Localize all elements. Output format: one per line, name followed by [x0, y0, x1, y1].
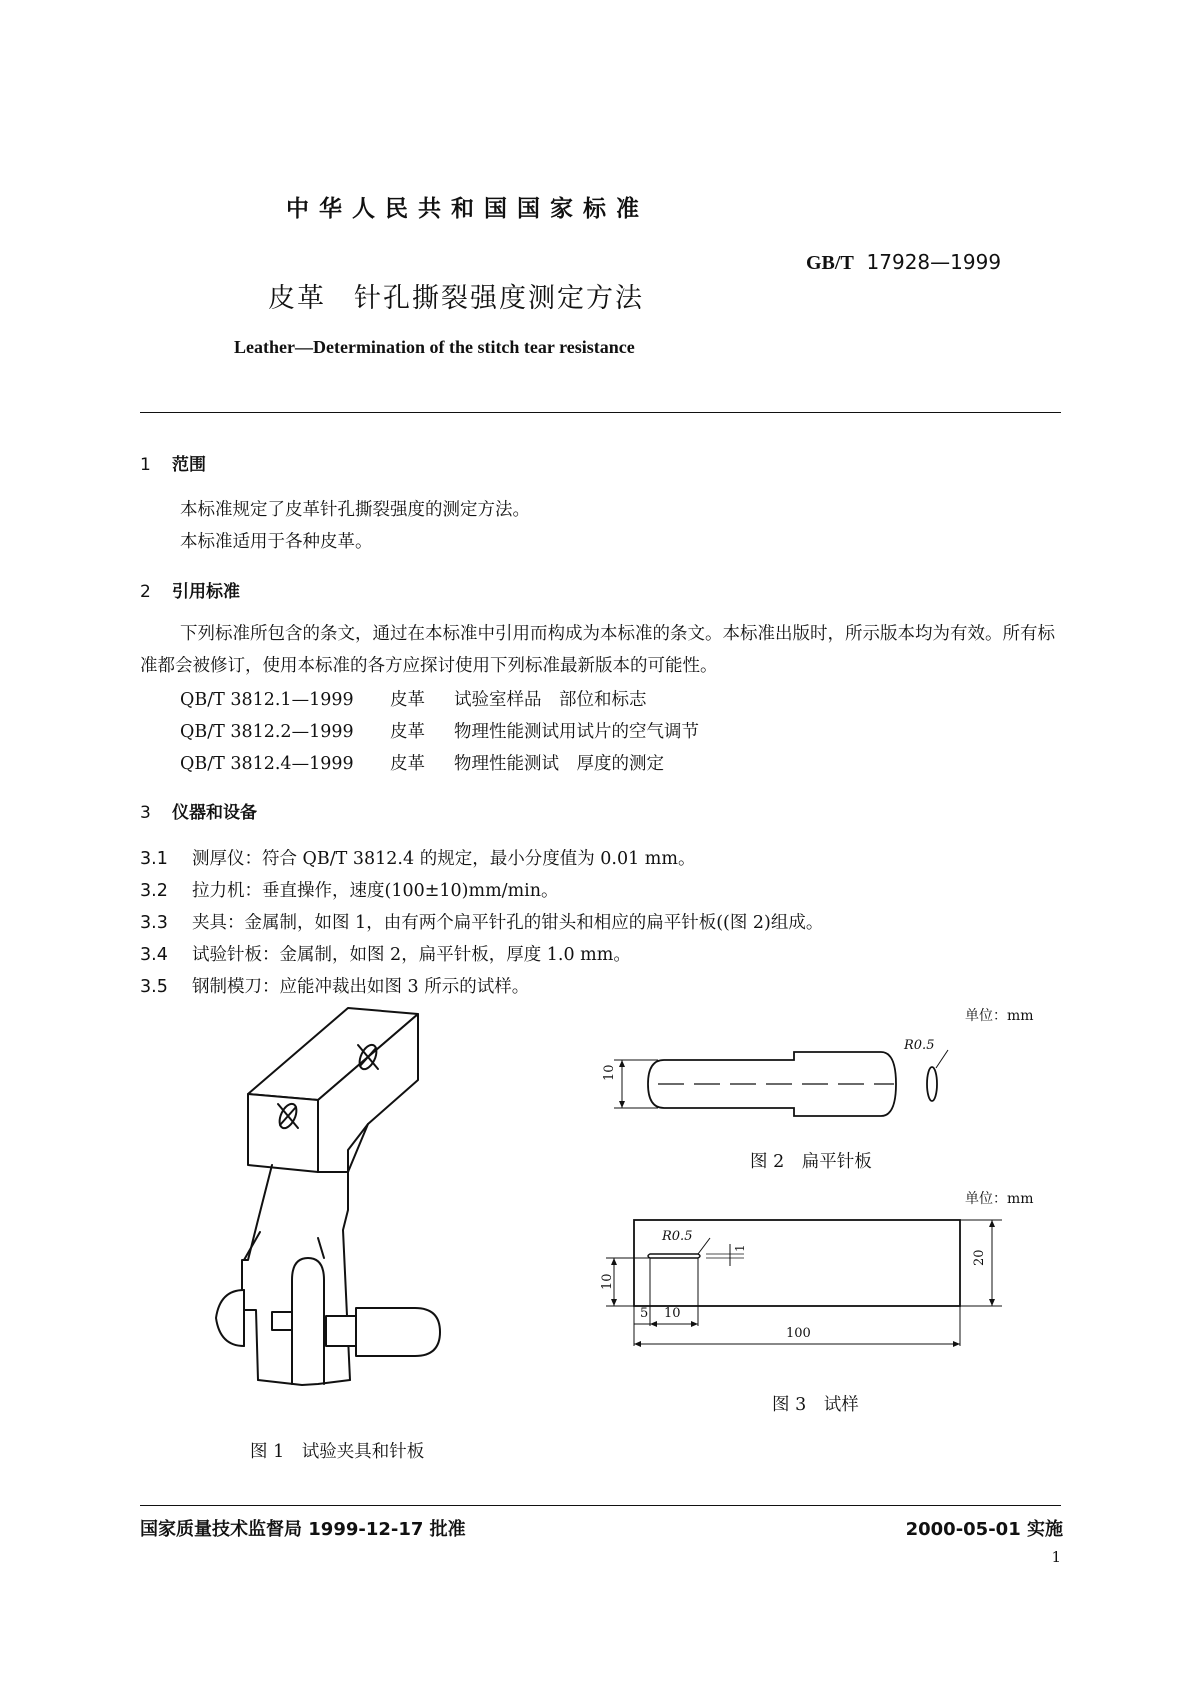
reference-item — [180, 686, 647, 711]
section-3-item — [140, 973, 529, 998]
reference-description: 物理性能测试 厚度的测定 — [454, 754, 664, 774]
reference-category: 皮革 — [390, 690, 425, 710]
reference-item — [180, 718, 699, 743]
reference-item — [180, 750, 664, 775]
item-text: 夹具：金属制，如图 1，由有两个扁平针孔的钳头和相应的扁平针板((图 2)组成。 — [192, 913, 824, 933]
section-3-number: 3 — [140, 803, 151, 823]
section-1-title: 范围 — [172, 455, 206, 475]
section-1-heading — [140, 450, 206, 475]
reference-description: 试验室样品 部位和标志 — [454, 690, 647, 710]
standard-code: GB/T — [806, 252, 854, 274]
section-2-paragraph: 下列标准所包含的条文，通过在本标准中引用而构成为本标准的条文。本标准出版时，所示版本均为有效。所有标准都会被修订，使用本标准的各方应探讨使用下列标准最新版本的可能性。 — [140, 624, 1055, 676]
reference-description: 物理性能测试用试片的空气调节 — [454, 722, 699, 742]
footer-divider — [140, 1505, 1061, 1506]
standard-year: 17928—1999 — [866, 250, 1002, 274]
item-number: 3.2 — [140, 881, 168, 901]
figure-3-dim-right: 20 — [972, 1249, 987, 1266]
section-1-paragraph-2: 本标准适用于各种皮革。 — [180, 532, 373, 552]
section-3-title: 仪器和设备 — [172, 803, 257, 823]
item-number: 3.3 — [140, 913, 168, 933]
title-part2: 针孔撕裂强度测定方法 — [354, 283, 644, 314]
page-number: 1 — [1051, 1548, 1061, 1566]
figure-2-radius: R0.5 — [904, 1038, 935, 1053]
figure-2-dim-height: 10 — [602, 1064, 617, 1081]
figure-3-dim-100: 100 — [786, 1326, 811, 1341]
figure-3-radius: R0.5 — [662, 1229, 693, 1244]
section-3-item — [140, 877, 559, 902]
item-text: 钢制模刀：应能冲裁出如图 3 所示的试样。 — [192, 977, 530, 997]
reference-code: QB/T 3812.4—1999 — [180, 754, 354, 774]
figure-1-caption: 图 1 试验夹具和针板 — [250, 1442, 425, 1462]
figure-3-dim-left: 10 — [600, 1273, 615, 1290]
figure-3-unit: 单位：mm — [965, 1191, 1034, 1207]
section-3-heading — [140, 798, 257, 823]
header-divider — [140, 412, 1061, 413]
item-text: 试验针板：金属制，如图 2，扁平针板，厚度 1.0 mm。 — [192, 945, 631, 965]
section-1-paragraph-1: 本标准规定了皮革针孔撕裂强度的测定方法。 — [180, 500, 530, 520]
document-title — [268, 276, 644, 315]
section-2-heading — [140, 577, 240, 602]
approval-note: 国家质量技术监督局 1999-12-17 批准 — [140, 1519, 466, 1540]
item-number: 3.1 — [140, 849, 168, 869]
reference-category: 皮革 — [390, 754, 425, 774]
section-2-number: 2 — [140, 582, 151, 602]
item-number: 3.5 — [140, 977, 168, 997]
section-3-item — [140, 909, 823, 934]
reference-category: 皮革 — [390, 722, 425, 742]
figure-2-caption: 图 2 扁平针板 — [750, 1152, 872, 1172]
figure-2-unit: 单位：mm — [965, 1008, 1034, 1024]
title-part1: 皮革 — [268, 283, 326, 314]
figure-3-caption: 图 3 试样 — [772, 1395, 859, 1415]
section-2-title: 引用标准 — [172, 582, 240, 602]
figure-3-dim-slot: 1 — [733, 1244, 747, 1252]
standard-number — [806, 250, 1001, 275]
figure-3-dim-10: 10 — [664, 1306, 681, 1321]
figure-3-dim-5: 5 — [640, 1306, 649, 1321]
section-1-number: 1 — [140, 455, 151, 475]
reference-code: QB/T 3812.1—1999 — [180, 690, 354, 710]
item-text: 拉力机：垂直操作，速度(100±10)mm/min。 — [192, 881, 559, 901]
reference-code: QB/T 3812.2—1999 — [180, 722, 354, 742]
english-title: Leather—Determination of the stitch tear resistance — [234, 337, 635, 357]
section-3-item — [140, 941, 631, 966]
item-text: 测厚仪：符合 QB/T 3812.4 的规定，最小分度值为 0.01 mm。 — [192, 849, 696, 869]
section-3-item — [140, 845, 695, 870]
national-standard-label: 中华人民共和国国家标准 — [286, 196, 649, 222]
figure-1-fixture-drawing — [200, 1000, 510, 1400]
item-number: 3.4 — [140, 945, 168, 965]
effective-date: 2000-05-01 实施 — [905, 1519, 1063, 1540]
